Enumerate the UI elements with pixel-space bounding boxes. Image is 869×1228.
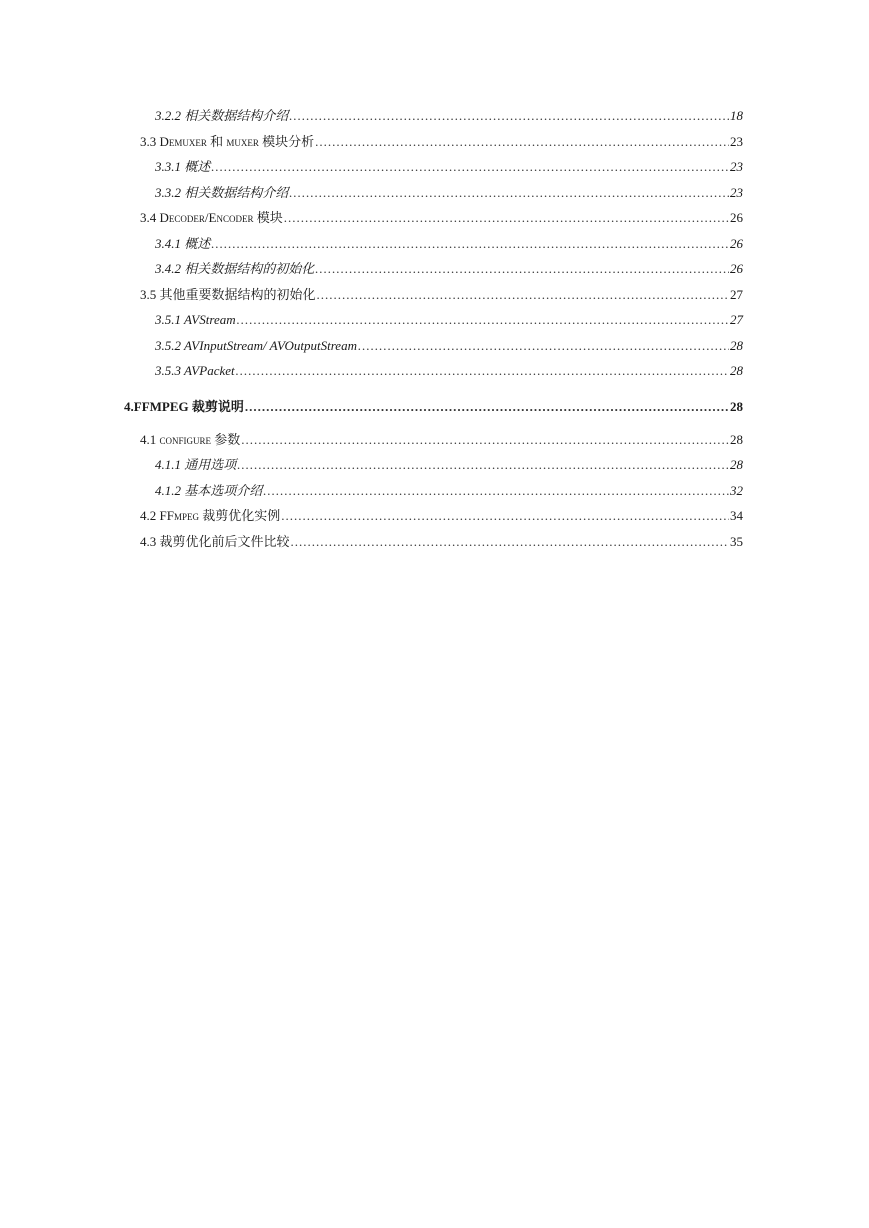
toc-entry[interactable]: [140, 534, 743, 550]
toc-entry[interactable]: [155, 483, 743, 499]
toc-entry-page: 32: [730, 483, 743, 498]
toc-leader-dots: [291, 534, 729, 550]
toc-entry-page: 27: [730, 312, 743, 327]
toc-entry-label: 3.5 其他重要数据结构的初始化: [140, 287, 316, 302]
toc-entry[interactable]: [140, 432, 743, 448]
toc-entry[interactable]: [155, 159, 743, 175]
toc-leader-dots: [317, 287, 729, 303]
toc-entry-page: 23: [730, 134, 743, 149]
toc-entry-page: 18: [730, 108, 743, 123]
toc-entry[interactable]: [155, 312, 743, 328]
toc-leader-dots: [281, 508, 729, 524]
toc-entry-page: 27: [730, 287, 743, 302]
toc-entry-label: 3.4 Decoder/Encoder 模块: [140, 210, 283, 225]
toc-leader-dots: [211, 236, 729, 252]
toc-entry-page: 34: [730, 508, 743, 523]
toc-leader-dots: [284, 210, 729, 226]
toc-entry-page: 35: [730, 534, 743, 549]
toc-entry[interactable]: [140, 210, 743, 226]
toc-entry-page: 28: [730, 338, 743, 353]
toc-leader-dots: [289, 185, 729, 201]
toc-entry-label: 4.1 configure 参数: [140, 432, 241, 447]
toc-entry[interactable]: [140, 287, 743, 303]
toc-entry-label: 3.3.1 概述: [155, 159, 211, 174]
toc-entry[interactable]: [155, 185, 743, 201]
toc-leader-dots: [245, 399, 729, 415]
toc-entry[interactable]: [140, 134, 743, 150]
toc-entry[interactable]: [155, 363, 743, 379]
toc-leader-dots: [315, 261, 729, 277]
toc-leader-dots: [289, 108, 729, 124]
toc-entry-page: 28: [730, 432, 743, 447]
toc-entry[interactable]: [140, 508, 743, 524]
toc-entry-label: 4.2 FFmpeg 裁剪优化实例: [140, 508, 281, 523]
toc-leader-dots: [358, 338, 729, 354]
toc-entry-label: 3.5.2 AVInputStream/ AVOutputStream: [155, 338, 357, 353]
toc-entry[interactable]: [155, 457, 743, 473]
toc-entry-page: 28: [730, 363, 743, 378]
toc-leader-dots: [263, 483, 729, 499]
toc-leader-dots: [237, 312, 729, 328]
toc-entry-label: 3.3 Demuxer 和 muxer 模块分析: [140, 134, 315, 149]
toc-leader-dots: [211, 159, 729, 175]
toc-entry[interactable]: [155, 108, 743, 124]
toc-leader-dots: [241, 432, 729, 448]
toc-entry[interactable]: [124, 399, 743, 415]
toc-entry-page: 26: [730, 261, 743, 276]
toc-entry-label: 3.4.1 概述: [155, 236, 211, 251]
toc-leader-dots: [237, 457, 729, 473]
toc-entry-page: 23: [730, 185, 743, 200]
toc-leader-dots: [315, 134, 729, 150]
toc-entry-label: 3.4.2 相关数据结构的初始化: [155, 261, 315, 276]
toc-entry[interactable]: [155, 236, 743, 252]
toc-entry-label: 4.3 裁剪优化前后文件比较: [140, 534, 290, 549]
toc-entry-page: 28: [730, 457, 743, 472]
toc-entry-page: 23: [730, 159, 743, 174]
toc-entry[interactable]: [155, 261, 743, 277]
toc-entry-label: 3.5.1 AVStream: [155, 312, 236, 327]
toc-leader-dots: [236, 363, 729, 379]
toc-entry-label: 4.FFMPEG 裁剪说明: [124, 399, 244, 414]
toc-entry-page: 26: [730, 236, 743, 251]
toc-entry[interactable]: [155, 338, 743, 354]
toc-entry-label: 4.1.2 基本选项介绍: [155, 483, 263, 498]
toc-entry-label: 3.5.3 AVPacket: [155, 363, 235, 378]
toc-entry-label: 3.2.2 相关数据结构介绍: [155, 108, 289, 123]
toc-entry-page: 28: [730, 399, 743, 414]
toc-entry-label: 3.3.2 相关数据结构介绍: [155, 185, 289, 200]
toc-entry-label: 4.1.1 通用选项: [155, 457, 237, 472]
toc-entry-page: 26: [730, 210, 743, 225]
